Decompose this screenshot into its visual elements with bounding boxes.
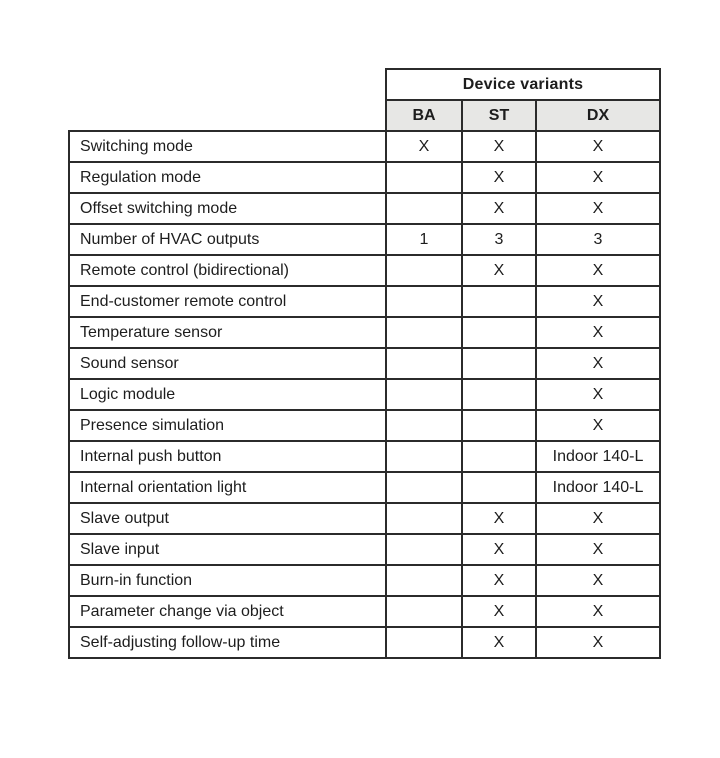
feature-label: Sound sensor bbox=[69, 348, 386, 379]
feature-label: Logic module bbox=[69, 379, 386, 410]
feature-label: Regulation mode bbox=[69, 162, 386, 193]
feature-value-dx: Indoor 140-L bbox=[536, 472, 660, 503]
table-row bbox=[69, 565, 660, 596]
column-header-dx: DX bbox=[536, 100, 660, 131]
feature-value-ba bbox=[386, 503, 462, 534]
variant-header-row bbox=[69, 100, 660, 131]
feature-value-dx: X bbox=[536, 162, 660, 193]
feature-label: Temperature sensor bbox=[69, 317, 386, 348]
feature-label: Self-adjusting follow-up time bbox=[69, 627, 386, 658]
feature-label: Parameter change via object bbox=[69, 596, 386, 627]
table-row bbox=[69, 441, 660, 472]
table-row bbox=[69, 503, 660, 534]
header-spacer bbox=[69, 100, 386, 131]
feature-value-ba bbox=[386, 410, 462, 441]
feature-value-dx: X bbox=[536, 317, 660, 348]
feature-value-dx: Indoor 140-L bbox=[536, 441, 660, 472]
feature-value-dx: X bbox=[536, 627, 660, 658]
feature-label: Remote control (bidirectional) bbox=[69, 255, 386, 286]
feature-value-st: X bbox=[462, 596, 536, 627]
table-row bbox=[69, 534, 660, 565]
feature-value-st: X bbox=[462, 503, 536, 534]
device-variants-group-header: Device variants bbox=[386, 69, 660, 100]
feature-value-ba bbox=[386, 286, 462, 317]
feature-label: End-customer remote control bbox=[69, 286, 386, 317]
feature-value-dx: X bbox=[536, 596, 660, 627]
feature-label: Slave output bbox=[69, 503, 386, 534]
header-spacer bbox=[69, 69, 386, 100]
table-row bbox=[69, 348, 660, 379]
column-header-ba: BA bbox=[386, 100, 462, 131]
table-row bbox=[69, 255, 660, 286]
feature-value-dx: X bbox=[536, 193, 660, 224]
feature-value-ba bbox=[386, 534, 462, 565]
feature-value-ba bbox=[386, 627, 462, 658]
column-header-st: ST bbox=[462, 100, 536, 131]
feature-value-st bbox=[462, 379, 536, 410]
table-row bbox=[69, 410, 660, 441]
feature-value-ba bbox=[386, 193, 462, 224]
feature-label: Internal push button bbox=[69, 441, 386, 472]
feature-value-st bbox=[462, 441, 536, 472]
table-row bbox=[69, 596, 660, 627]
feature-value-dx: X bbox=[536, 565, 660, 596]
feature-value-st: X bbox=[462, 255, 536, 286]
feature-label: Burn-in function bbox=[69, 565, 386, 596]
feature-value-st bbox=[462, 286, 536, 317]
feature-value-ba: X bbox=[386, 131, 462, 162]
feature-value-dx: 3 bbox=[536, 224, 660, 255]
table-row bbox=[69, 627, 660, 658]
feature-value-ba bbox=[386, 565, 462, 596]
feature-value-dx: X bbox=[536, 255, 660, 286]
feature-label: Internal orientation light bbox=[69, 472, 386, 503]
feature-value-st bbox=[462, 410, 536, 441]
table-row bbox=[69, 162, 660, 193]
feature-value-ba bbox=[386, 472, 462, 503]
feature-value-dx: X bbox=[536, 379, 660, 410]
feature-value-st: 3 bbox=[462, 224, 536, 255]
table-row bbox=[69, 131, 660, 162]
feature-value-st: X bbox=[462, 193, 536, 224]
feature-value-ba bbox=[386, 348, 462, 379]
feature-label: Slave input bbox=[69, 534, 386, 565]
device-variants-table bbox=[68, 68, 661, 659]
feature-value-ba bbox=[386, 596, 462, 627]
feature-value-dx: X bbox=[536, 503, 660, 534]
feature-value-st: X bbox=[462, 534, 536, 565]
feature-label: Offset switching mode bbox=[69, 193, 386, 224]
table-row bbox=[69, 472, 660, 503]
feature-value-dx: X bbox=[536, 286, 660, 317]
feature-value-ba bbox=[386, 255, 462, 286]
feature-table-body bbox=[69, 131, 660, 658]
feature-value-st bbox=[462, 348, 536, 379]
feature-label: Switching mode bbox=[69, 131, 386, 162]
feature-value-ba: 1 bbox=[386, 224, 462, 255]
feature-label: Presence simulation bbox=[69, 410, 386, 441]
feature-value-dx: X bbox=[536, 131, 660, 162]
feature-value-ba bbox=[386, 441, 462, 472]
feature-value-st bbox=[462, 317, 536, 348]
feature-value-dx: X bbox=[536, 348, 660, 379]
feature-value-ba bbox=[386, 162, 462, 193]
feature-label: Number of HVAC outputs bbox=[69, 224, 386, 255]
table-row bbox=[69, 379, 660, 410]
feature-value-st bbox=[462, 472, 536, 503]
feature-value-dx: X bbox=[536, 534, 660, 565]
group-header-row bbox=[69, 69, 660, 100]
feature-value-ba bbox=[386, 317, 462, 348]
table-row bbox=[69, 317, 660, 348]
table-row bbox=[69, 224, 660, 255]
feature-value-dx: X bbox=[536, 410, 660, 441]
feature-value-st: X bbox=[462, 627, 536, 658]
feature-value-ba bbox=[386, 379, 462, 410]
feature-value-st: X bbox=[462, 565, 536, 596]
table-row bbox=[69, 193, 660, 224]
table-row bbox=[69, 286, 660, 317]
feature-value-st: X bbox=[462, 131, 536, 162]
feature-value-st: X bbox=[462, 162, 536, 193]
